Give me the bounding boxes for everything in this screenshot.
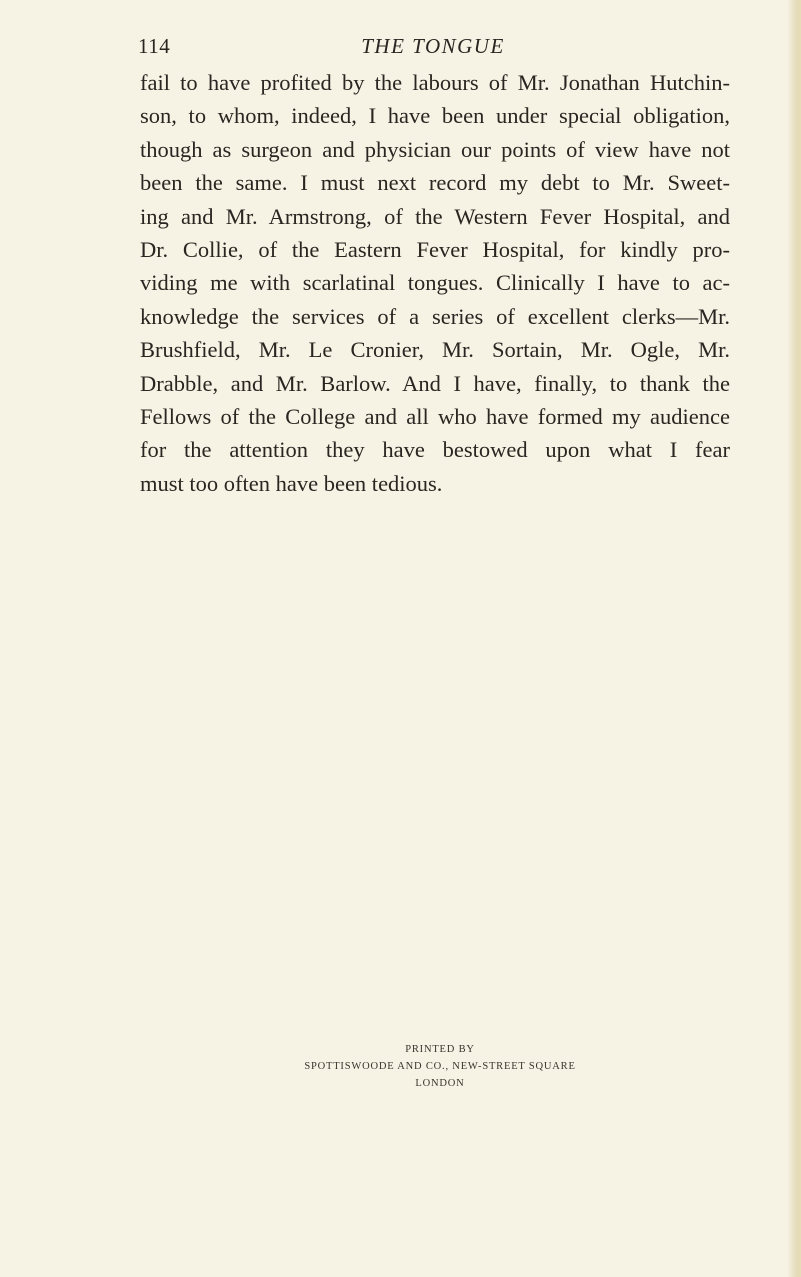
- printer-imprint: [240, 1041, 640, 1092]
- text-line: knowledge the services of a series of excellent clerks—Mr.: [140, 303, 730, 329]
- imprint-printed-by: PRINTED BY: [405, 1044, 475, 1055]
- text-line: Brushfield, Mr. Le Cronier, Mr. Sortain, Mr. Ogle, Mr.: [140, 337, 730, 363]
- running-head: [138, 34, 728, 62]
- text-line: Dr. Collie, of the Eastern Fever Hospital, for kindly pro-: [140, 237, 730, 263]
- text-line: Fellows of the College and all who have formed my audience: [140, 404, 730, 430]
- page-edge-shadow: [787, 0, 801, 1277]
- body-paragraph: [140, 66, 730, 500]
- page-number: 114: [138, 34, 171, 58]
- text-line: must too often have been tedious.: [140, 470, 443, 496]
- text-line: son, to whom, indeed, I have been under special obligation,: [140, 103, 730, 129]
- imprint-printer-name: SPOTTISWOODE AND CO., NEW-STREET SQUARE: [304, 1061, 576, 1072]
- text-line: viding me with scarlatinal tongues. Clinically I have to ac-: [140, 270, 730, 296]
- text-line: fail to have profited by the labours of Mr. Jonathan Hutchin-: [140, 70, 730, 95]
- text-line: for the attention they have bestowed upon what I fear: [140, 437, 730, 463]
- text-line: though as surgeon and physician our points of view have not: [140, 136, 730, 162]
- text-line: been the same. I must next record my debt to Mr. Sweet-: [140, 170, 730, 196]
- running-title: THE TONGUE: [361, 34, 505, 58]
- text-line: Drabble, and Mr. Barlow. And I have, finally, to thank the: [140, 370, 730, 396]
- imprint-city: LONDON: [415, 1078, 465, 1089]
- text-line: ing and Mr. Armstrong, of the Western Fever Hospital, and: [140, 203, 730, 229]
